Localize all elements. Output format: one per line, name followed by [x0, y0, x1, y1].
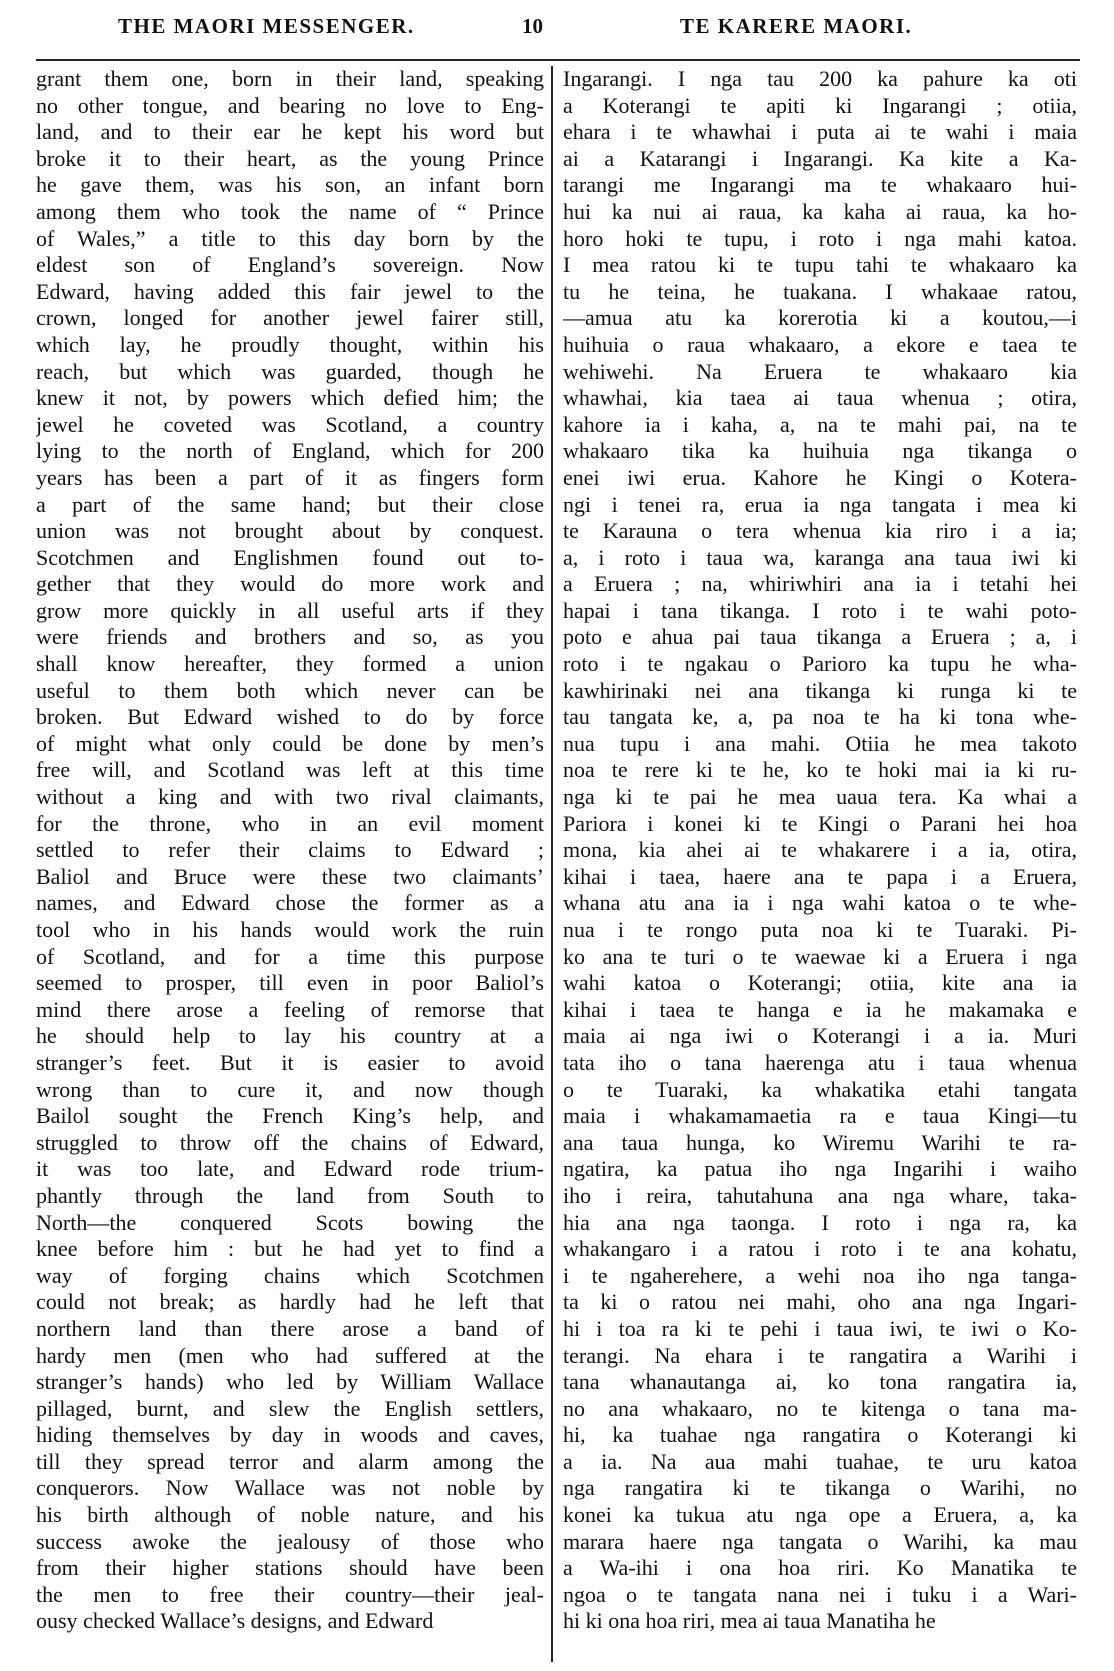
- text-line: a, i roto i taua wa, karanga ana taua iwi ki: [563, 544, 1077, 570]
- text-line: grow more quickly in all useful arts if they: [36, 597, 544, 623]
- text-line: nga ki te pai he mea uaua tera. Ka whai a: [563, 784, 1077, 810]
- text-line: maia i whakamamaetia ra e taua Kingi—tu: [563, 1103, 1077, 1129]
- text-line: tarangi me Ingarangi ma te whakaaro hui-: [563, 172, 1077, 198]
- text-line: Bailol sought the French King’s help, and: [36, 1103, 544, 1129]
- text-line: ko ana te turi o te waewae ki a Eruera i nga: [563, 943, 1077, 969]
- text-line: phantly through the land from South to: [36, 1182, 544, 1208]
- text-line: stranger’s hands) who led by William Wallace: [36, 1369, 544, 1395]
- text-line: Edward, having added this fair jewel to the: [36, 278, 544, 304]
- text-line: wrong than to cure it, and now though: [36, 1076, 544, 1102]
- text-line: tau tangata ke, a, pa noa te ha ki tona whe-: [563, 704, 1077, 730]
- text-line: a Eruera ; na, whiriwhiri ana ia i tetahi hei: [563, 571, 1077, 597]
- text-line: eldest son of England’s sovereign. Now: [36, 252, 544, 278]
- text-line: iho i reira, tahutahuna ana nga whare, taka-: [563, 1182, 1077, 1208]
- text-line: land, and to their ear he kept his word but: [36, 119, 544, 145]
- text-line: whakangaro i a ratou i roto i te ana kohatu,: [563, 1236, 1077, 1262]
- text-line: hi, ka tuahae nga rangatira o Koterangi ki: [563, 1422, 1077, 1448]
- text-line: hiding themselves by day in woods and caves,: [36, 1422, 544, 1448]
- text-line: ngatira, ka patua iho nga Ingarihi i waiho: [563, 1156, 1077, 1182]
- text-line: reach, but which was guarded, though he: [36, 358, 544, 384]
- text-line: without a king and with two rival claimants,: [36, 784, 544, 810]
- text-line: lying to the north of England, which for 200: [36, 438, 544, 464]
- text-line: struggled to throw off the chains of Edward,: [36, 1129, 544, 1155]
- text-line: gether that they would do more work and: [36, 571, 544, 597]
- text-line: broken. But Edward wished to do by force: [36, 704, 544, 730]
- text-line: ana taua hunga, ko Wiremu Warihi te ra-: [563, 1129, 1077, 1155]
- text-line: grant them one, born in their land, speaking: [36, 66, 544, 91]
- maori-masthead-title: TE KARERE MAORI.: [680, 14, 913, 38]
- text-line: hui ka nui ai raua, ka kaha ai raua, ka ho-: [563, 198, 1077, 224]
- text-line: ai a Katarangi i Ingarangi. Ka kite a Ka-: [563, 145, 1077, 171]
- text-line: could not break; as hardly had he left that: [36, 1289, 544, 1315]
- text-line: among them who took the name of “ Prince: [36, 198, 544, 224]
- text-line: wehiwehi. Na Eruera te whakaaro kia: [563, 358, 1077, 384]
- text-line: from their higher stations should have been: [36, 1555, 544, 1581]
- text-line: stranger’s feet. But it is easier to avoid: [36, 1049, 544, 1075]
- text-line: North—the conquered Scots bowing the: [36, 1209, 544, 1235]
- text-line: hapai i tana tikanga. I roto i te wahi poto-: [563, 597, 1077, 623]
- text-line: te Karauna o tera whenua kia riro i a ia;: [563, 518, 1077, 544]
- text-line: nua i te rongo puta noa ki te Tuaraki. Pi-: [563, 917, 1077, 942]
- text-line: o te Tuaraki, ka whakatika etahi tangata: [563, 1076, 1077, 1102]
- text-line: poto e ahua pai taua tikanga a Eruera ; a, i: [563, 624, 1077, 650]
- text-line: useful to them both which never can be: [36, 677, 544, 703]
- text-line: whakaaro tika ka huihuia nga tikanga o: [563, 438, 1077, 464]
- text-line: tata iho o tana haerenga atu i taua whenua: [563, 1049, 1077, 1075]
- text-line: nua tupu i ana mahi. Otiia he mea takoto: [563, 730, 1077, 756]
- text-line: broke it to their heart, as the young Prince: [36, 145, 544, 171]
- text-line: success awoke the jealousy of those who: [36, 1528, 544, 1554]
- text-line: marara haere nga tangata o Warihi, ka mau: [563, 1528, 1077, 1554]
- text-line: years has been a part of it as fingers form: [36, 464, 544, 490]
- text-line: conquerors. Now Wallace was not noble by: [36, 1475, 544, 1501]
- text-line: wahi katoa o Koterangi; otiia, kite ana ia: [563, 970, 1077, 996]
- text-line: enei iwi erua. Kahore he Kingi o Kotera-: [563, 464, 1077, 490]
- text-line: a Wa-ihi i ona hoa riri. Ko Manatika te: [563, 1555, 1077, 1581]
- header-rule: [36, 59, 1080, 61]
- text-line: knew it not, by powers which defied him; the: [36, 385, 544, 411]
- text-line: roto i te ngakau o Parioro ka tupu he wha-: [563, 651, 1077, 677]
- text-line: Ingarangi. I nga tau 200 ka pahure ka oti: [563, 66, 1077, 91]
- text-line: knee before him : but he had yet to find a: [36, 1236, 544, 1262]
- text-line: no ana whakaaro, no te kitenga o tana ma-: [563, 1395, 1077, 1421]
- text-line: mona, kia ahei ai te whakarere i a ia, otira,: [563, 837, 1077, 863]
- text-line: hia ana nga taonga. I roto i nga ra, ka: [563, 1209, 1077, 1235]
- text-line: a ia. Na aua mahi tuahae, te uru katoa: [563, 1448, 1077, 1474]
- page-header: [0, 0, 1114, 40]
- text-line: of Wales,” a title to this day born by the: [36, 225, 544, 251]
- text-line: whana atu ana ia i nga wahi katoa o te whe-: [563, 890, 1077, 916]
- text-line: i te ngaherehere, a wehi noa iho nga tanga-: [563, 1262, 1077, 1288]
- text-line: kahore ia i kaha, a, na te mahi pai, na te: [563, 411, 1077, 437]
- text-line: whawhai, kia taea ai taua whenua ; otira,: [563, 385, 1077, 411]
- text-line: ngoa o te tangata nana nei i tuku i a Wari-: [563, 1581, 1077, 1607]
- text-line: jewel he coveted was Scotland, a country: [36, 411, 544, 437]
- text-line: of might what only could be done by men’s: [36, 730, 544, 756]
- text-line: till they spread terror and alarm among the: [36, 1448, 544, 1474]
- english-masthead-title: THE MAORI MESSENGER.: [118, 14, 415, 38]
- text-line: —amua atu ka korerotia ki a koutou,—i: [563, 305, 1077, 331]
- text-line: his birth although of noble nature, and his: [36, 1502, 544, 1528]
- text-line: ngi i tenei ra, erua ia nga tangata i mea ki: [563, 491, 1077, 517]
- text-line: free will, and Scotland was left at this time: [36, 757, 544, 783]
- text-line: Baliol and Bruce were these two claimants’: [36, 863, 544, 889]
- page-number: 10: [522, 14, 543, 38]
- text-line: kihai i taea, haere ana te papa i a Eruera,: [563, 863, 1077, 889]
- text-line: tana whanautanga ai, ko tona rangatira ia,: [563, 1369, 1077, 1395]
- text-line: a Koterangi te apiti ki Ingarangi ; otiia,: [563, 92, 1077, 118]
- text-line: seemed to prosper, till even in poor Baliol’s: [36, 970, 544, 996]
- text-line: crown, longed for another jewel fairer still,: [36, 305, 544, 331]
- text-line: hardy men (men who had suffered at the: [36, 1342, 544, 1368]
- text-line: kawhirinaki nei ana tikanga ki runga ki te: [563, 677, 1077, 703]
- text-line: ehara i te whawhai i puta ai te wahi i maia: [563, 119, 1077, 145]
- text-line: settled to refer their claims to Edward ;: [36, 837, 544, 863]
- text-line: it was too late, and Edward rode trium-: [36, 1156, 544, 1182]
- text-line: huihuia o raua whakaaro, a ekore e taea te: [563, 331, 1077, 357]
- text-line: nga rangatira ki te tikanga o Warihi, no: [563, 1475, 1077, 1501]
- text-line: tool who in his hands would work the ruin: [36, 917, 544, 942]
- text-line: were friends and brothers and so, as you: [36, 624, 544, 650]
- text-line: maia ai nga iwi o Koterangi i a ia. Muri: [563, 1023, 1077, 1049]
- text-line: terangi. Na ehara i te rangatira a Warihi i: [563, 1342, 1077, 1368]
- text-line: names, and Edward chose the former as a: [36, 890, 544, 916]
- text-line: hi i toa ra ki te pehi i taua iwi, te iwi o Ko-: [563, 1315, 1077, 1341]
- text-line: kihai i taea te hanga e ia he makamaka e: [563, 996, 1077, 1022]
- text-line: hi ki ona hoa riri, mea ai taua Manatiha he: [563, 1608, 936, 1634]
- text-line: ta ki o ratou nei mahi, oho ana nga Ingari-: [563, 1289, 1077, 1315]
- text-line: which lay, he proudly thought, within his: [36, 331, 544, 357]
- text-line: the men to free their country—their jeal-: [36, 1581, 544, 1607]
- text-line: no other tongue, and bearing no love to Eng-: [36, 92, 544, 118]
- text-line: Pariora i konei ki te Kingi o Parani hei hoa: [563, 810, 1077, 836]
- text-line: I mea ratou ki te tupu tahi te whakaaro ka: [563, 252, 1077, 278]
- text-line: noa te rere ki te he, ko te hoki mai ia ki ru-: [563, 757, 1077, 783]
- text-line: he should help to lay his country at a: [36, 1023, 544, 1049]
- text-line: horo hoki te tupu, i roto i nga mahi katoa.: [563, 225, 1077, 251]
- text-line: konei ka tukua atu nga ope a Eruera, a, ka: [563, 1502, 1077, 1528]
- text-line: he gave them, was his son, an infant born: [36, 172, 544, 198]
- text-line: mind there arose a feeling of remorse that: [36, 996, 544, 1022]
- text-line: shall know hereafter, they formed a union: [36, 651, 544, 677]
- text-line: tu he teina, he tuakana. I whakaae ratou,: [563, 278, 1077, 304]
- english-text-column: [36, 66, 544, 1635]
- text-line: ousy checked Wallace’s designs, and Edward: [36, 1608, 434, 1634]
- text-line: union was not brought about by conquest.: [36, 518, 544, 544]
- text-line: northern land than there arose a band of: [36, 1315, 544, 1341]
- text-line: pillaged, burnt, and slew the English settlers,: [36, 1395, 544, 1421]
- text-line: a part of the same hand; but their close: [36, 491, 544, 517]
- text-line: of Scotland, and for a time this purpose: [36, 943, 544, 969]
- text-line: Scotchmen and Englishmen found out to-: [36, 544, 544, 570]
- text-line: way of forging chains which Scotchmen: [36, 1262, 544, 1288]
- maori-text-column: [563, 66, 1077, 1635]
- text-line: for the throne, who in an evil moment: [36, 810, 544, 836]
- column-divider: [551, 66, 553, 1662]
